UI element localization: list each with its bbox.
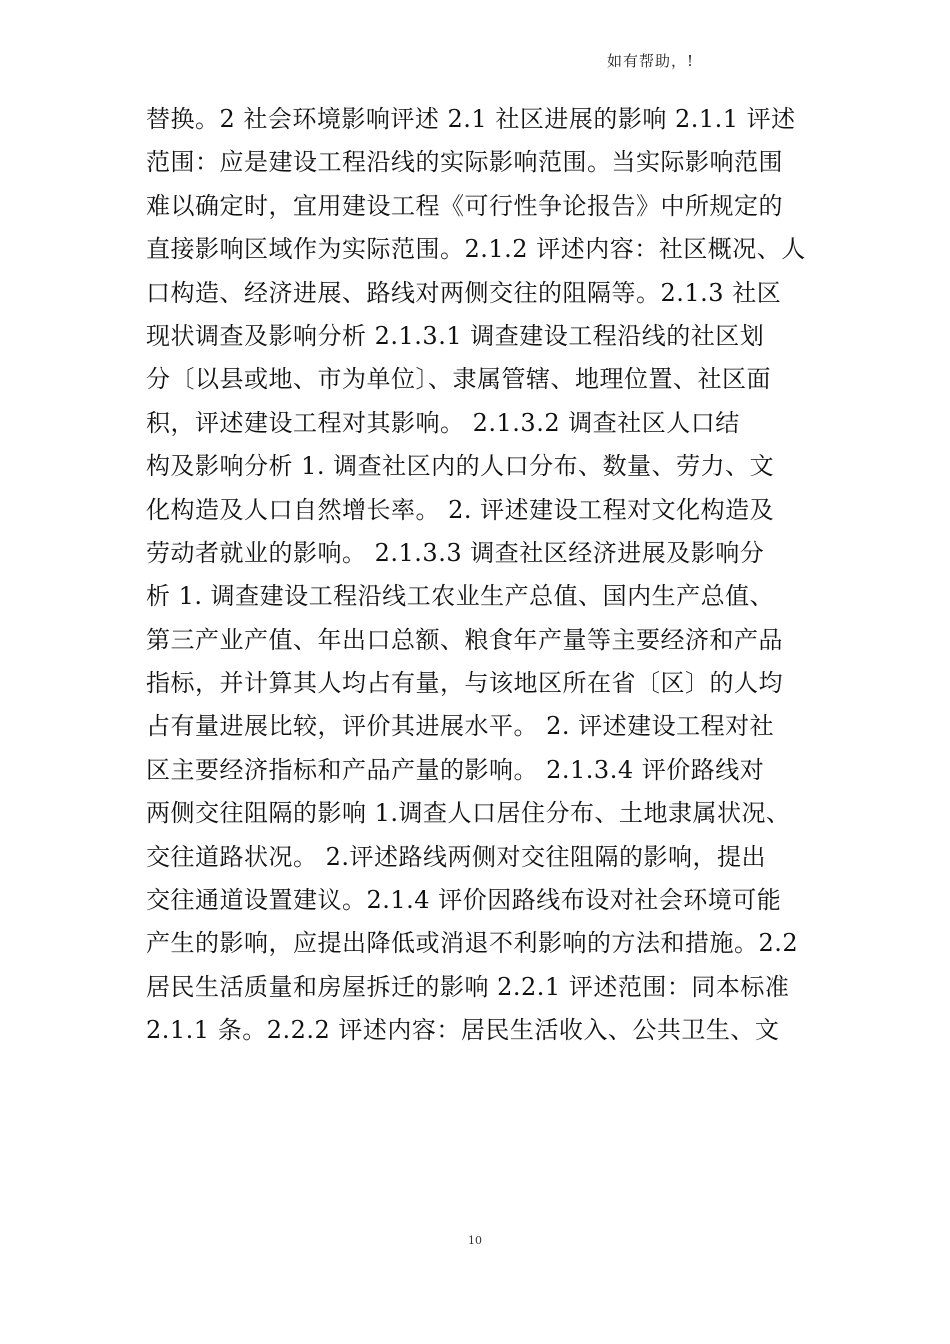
text-line: 直接影响区域作为实际范围。2.1.2 评述内容：社区概况、人 [146,235,806,264]
text-line: 难以确定时，宜用建设工程《可行性争论报告》中所规定的 [146,191,783,220]
text-line: 两侧交往阻隔的影响 1.调查人口居住分布、土地隶属状况、 [146,799,791,828]
text-line: 占有量进展比较，评价其进展水平。 2. 评述建设工程对社 [146,712,775,741]
text-line: 替换。2 社会环境影响评述 2.1 社区进展的影响 2.1.1 评述 [146,105,796,133]
text-line: 现状调查及影响分析 2.1.3.1 调查建设工程沿线的社区划 [146,321,765,350]
body-text [146,98,822,1053]
text-line: 化构造及人口自然增长率。 2. 评述建设工程对文化构造及 [146,495,775,524]
header-note: 如有帮助，! [607,52,695,70]
text-line: 指标，并计算其人均占有量，与该地区所在省〔区〕的人均 [146,669,783,698]
text-line: 区主要经济指标和产品产量的影响。 2.1.3.4 评价路线对 [146,755,765,784]
text-line: 2.1.1 条。2.2.2 评述内容：居民生活收入、公共卫生、文 [146,1016,780,1045]
text-line: 交往道路状况。 2.评述路线两侧对交往阻隔的影响，提出 [146,842,767,871]
text-line: 居民生活质量和房屋拆迁的影响 2.2.1 评述范围：同本标准 [146,972,790,1001]
text-line: 口构造、经济进展、路线对两侧交往的阻隔等。2.1.3 社区 [146,278,782,307]
text-line: 产生的影响，应提出降低或消退不利影响的方法和措施。2.2 [146,929,799,958]
text-line: 交往通道设置建议。2.1.4 评价因路线布设对社会环境可能 [146,886,782,915]
text-line: 分〔以县或地、市为单位〕、隶属管辖、地理位置、社区面 [146,365,771,394]
text-line: 范围：应是建设工程沿线的实际影响范围。当实际影响范围 [146,148,783,177]
page-number: 10 [468,1234,482,1247]
text-line: 构及影响分析 1. 调查社区内的人口分布、数量、劳力、文 [146,452,775,481]
text-line: 劳动者就业的影响。 2.1.3.3 调查社区经济进展及影响分 [146,538,765,567]
text-line: 析 1. 调查建设工程沿线工农业生产总值、国内生产总值、 [146,582,775,611]
text-line: 积，评述建设工程对其影响。 2.1.3.2 调查社区人口结 [146,408,740,437]
text-line: 第三产业产值、年出口总额、粮食年产量等主要经济和产品 [146,625,783,654]
